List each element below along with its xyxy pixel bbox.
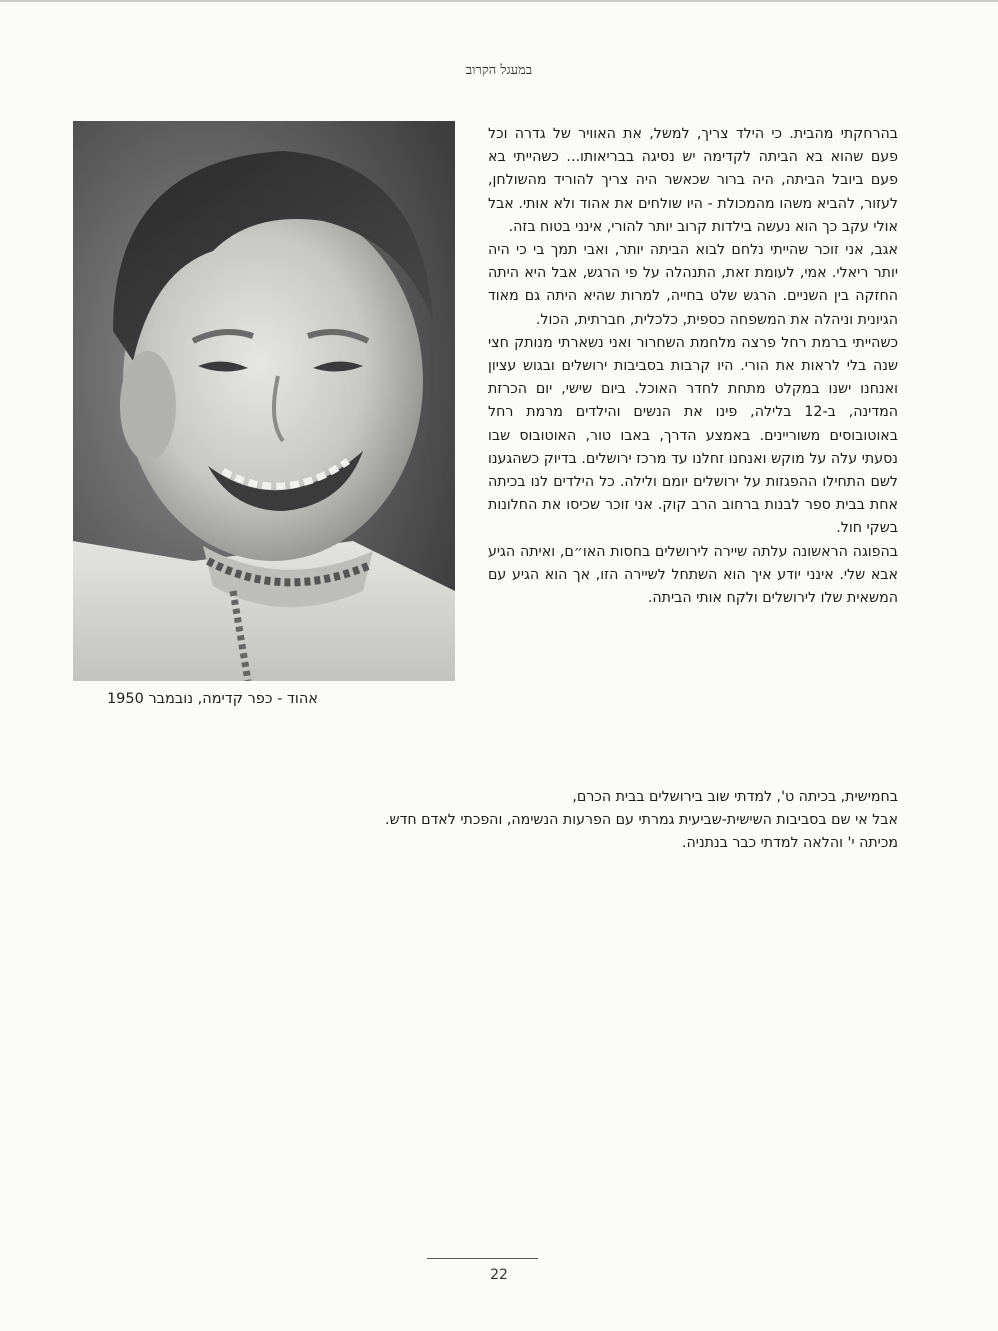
closing-line: בחמישית, בכיתה ט', למדתי שוב בירושלים בבית הכרם, [572,789,898,805]
closing-line: מכיתה י' והלאה למדתי כבר בנתניה. [682,835,898,852]
body-paragraph: בהרחקתי מהבית. כי הילד צריך, למשל, את האוויר של גדרה וכל פעם שהוא בא הביתה לקדימה יש נסיגה בבריאותו... כשהייתי בא פעם ביובל הביתה, היה ברור שכאשר היה צריך להוריד מהשולחן, לעזור, להביא משהו מהמכולת - היו שולחים את אהוד ולא אותי. אבל אולי עקב כך הוא נעשה בילדות קרוב יותר להורי, אינני בטוח בזה. [488,126,898,235]
footer-rule [427,1258,538,1259]
closing-lines [278,786,898,856]
closing-line: אבל אי שם בסביבות השישית-שביעית גמרתי עם הפרעות הנשימה, והפכתי לאדם חדש. [385,812,898,829]
body-paragraph: אגב, אני זוכר שהייתי נלחם לבוא הביתה יותר, ואבי תמך בי כי היה יותר ריאלי. אמי, לעומת זאת, התנהלה על פי הרגש, אבל היא היתה החזקה בין השניים. הרגש שלט בחייה, למרות שהיא היתה גם מאוד הגיונית וניהלה את המשפחה כספית, כלכלית, חברתית, הכול. [488,242,898,328]
body-paragraph: בהפוגה הראשונה עלתה שיירה לירושלים בחסות האו״ם, ואיתה הגיע אבא שלי. אינני יודע איך הוא השתחל לשיירה הזו, אך הוא הגיע עם המשאית שלו לירושלים ולקח אותי הביתה. [488,543,898,607]
page-number: 22 [490,1267,508,1283]
body-text-column [488,123,898,610]
photo-caption: אהוד - כפר קדימה, נובמבר 1950 [106,691,318,707]
scan-edge [0,0,998,2]
running-header: במעגל הקרוב [465,63,533,78]
portrait-photo [73,121,455,681]
body-paragraph: כשהייתי ברמת רחל פרצה מלחמת השחרור ואני נשארתי מנותק חצי שנה בלי לראות את הורי. היו קרבות בסביבות ירושלים ובגוש עציון ואנחנו ישנו במקלט מתחת לחדר האוכל. ביום שישי, יום הכרזת המדינה, ב-12 בלילה, פינו את הנשים והילדים מרמת רחל באוטובוסים משוריינים. באמצע הדרך, באבו טור, האוטובוס שבו נסעתי עלה על מוקש ואנחנו זחלנו עד מרכז ירושלים. בדיוק כשהגענו לשם התחילו ההפגזות על ירושלים יומם ולילה. כל הילדים לנו בכיתה אחת בבית ספר לבנות ברחוב הרב קוק. אני זוכר שכיסו את החלונות בשקי חול. [488,334,898,537]
